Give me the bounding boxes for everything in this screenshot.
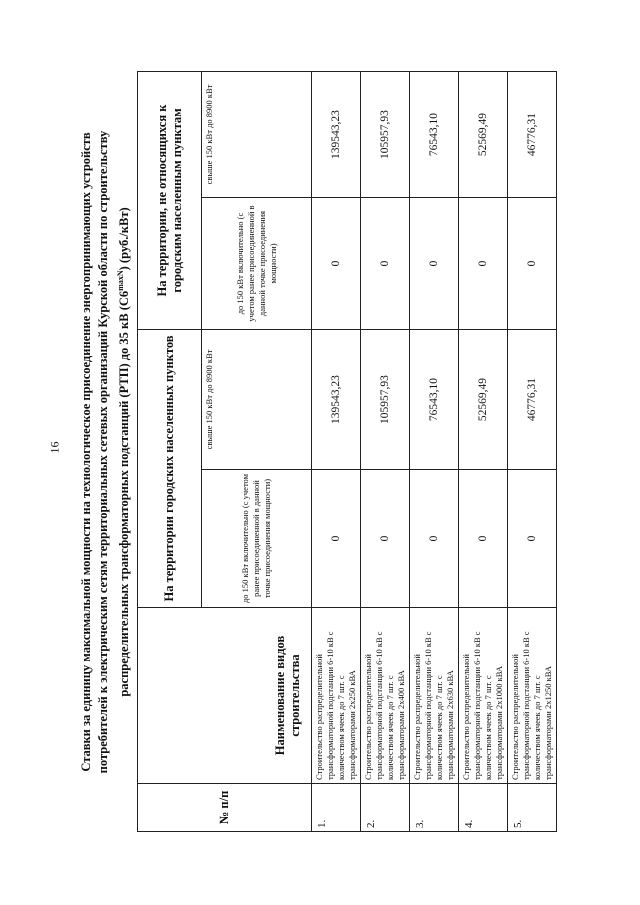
cell-rural-over150: 139543,23 [312, 71, 361, 197]
header-rural-over150: свыше 150 кВт до 8900 кВт [202, 71, 312, 197]
cell-urban-upto150: 0 [508, 470, 557, 608]
cell-rural-upto150: 0 [508, 198, 557, 330]
header-rural: На территории, не относящихся к городским населенным пунктам [138, 71, 202, 329]
header-construction-type: Наименование видов строительства [138, 608, 312, 784]
row-number: 3. [410, 784, 459, 832]
cell-rural-over150: 52569,49 [459, 71, 508, 197]
cell-rural-upto150: 0 [312, 198, 361, 330]
cell-urban-upto150: 0 [312, 470, 361, 608]
table-row [312, 71, 361, 831]
header-urban-upto150: до 150 кВт включительно (с учетом ранее присоединенной в данной точке присоединения мощности) [202, 470, 312, 608]
row-construction-type: Строительство распределительной трансформаторной подстанции 6-10 кВ с количеством ячеек до 7 шт. с трансформаторами 2х630 кВА [410, 608, 459, 784]
cell-rural-upto150: 0 [361, 198, 410, 330]
row-number: 2. [361, 784, 410, 832]
cell-rural-upto150: 0 [459, 198, 508, 330]
header-urban-over150: свыше 150 кВт до 8900 кВт [202, 330, 312, 470]
row-construction-type: Строительство распределительной трансформаторной подстанции 6-10 кВ с количеством ячеек до 7 шт. с трансформаторами 2х250 кВА [312, 608, 361, 784]
row-construction-type: Строительство распределительной трансформаторной подстанции 6-10 кВ с количеством ячеек до 7 шт. с трансформаторами 2х400 кВА [361, 608, 410, 784]
row-construction-type: Строительство распределительной трансформаторной подстанции 6-10 кВ с количеством ячеек до 7 шт. с трансформаторами 2х1250 кВА [508, 608, 557, 784]
table-row [508, 71, 557, 831]
header-number: № п/п [138, 784, 312, 832]
title-line-1: Ставки за единицу максимальной мощности на технологическое присоединение энергопринимающих устройств [79, 132, 93, 772]
row-number: 1. [312, 784, 361, 832]
cell-urban-upto150: 0 [459, 470, 508, 608]
cell-rural-over150: 105957,93 [361, 71, 410, 197]
cell-rural-over150: 46776,31 [508, 71, 557, 197]
header-rural-upto150: до 150 кВт включительно (с учетом ранее присоединенной в данной точке присоединения мощности) [202, 198, 312, 330]
cell-urban-over150: 76543,10 [410, 330, 459, 470]
rates-table [137, 71, 557, 832]
cell-urban-over150: 139543,23 [312, 330, 361, 470]
page-number: 16 [47, 441, 62, 454]
rotated-page-content [72, 72, 632, 832]
row-number: 5. [508, 784, 557, 832]
cell-urban-upto150: 0 [361, 470, 410, 608]
cell-urban-over150: 105957,93 [361, 330, 410, 470]
table-row [459, 71, 508, 831]
header-urban: На территории городских населенных пунктов [138, 330, 202, 608]
title-line-2: потребителей к электрическим сетям территориальных сетевых организаций Курской области по строительству [96, 130, 110, 774]
cell-rural-upto150: 0 [410, 198, 459, 330]
cell-urban-upto150: 0 [410, 470, 459, 608]
table-row [410, 71, 459, 831]
row-number: 4. [459, 784, 508, 832]
table-row [361, 71, 410, 831]
cell-urban-over150: 52569,49 [459, 330, 508, 470]
document-title [78, 72, 133, 832]
cell-rural-over150: 76543,10 [410, 71, 459, 197]
title-line-3: распределительных трансформаторных подстанций (РТП) до 35 кВ $(С6^{maxN})$ (руб./кВт) [116, 207, 132, 697]
row-construction-type: Строительство распределительной трансформаторной подстанции 6-10 кВ с количеством ячеек до 7 шт. с трансформаторами 2х1000 кВА [459, 608, 508, 784]
cell-urban-over150: 46776,31 [508, 330, 557, 470]
title-superscript: maxN [116, 270, 125, 291]
